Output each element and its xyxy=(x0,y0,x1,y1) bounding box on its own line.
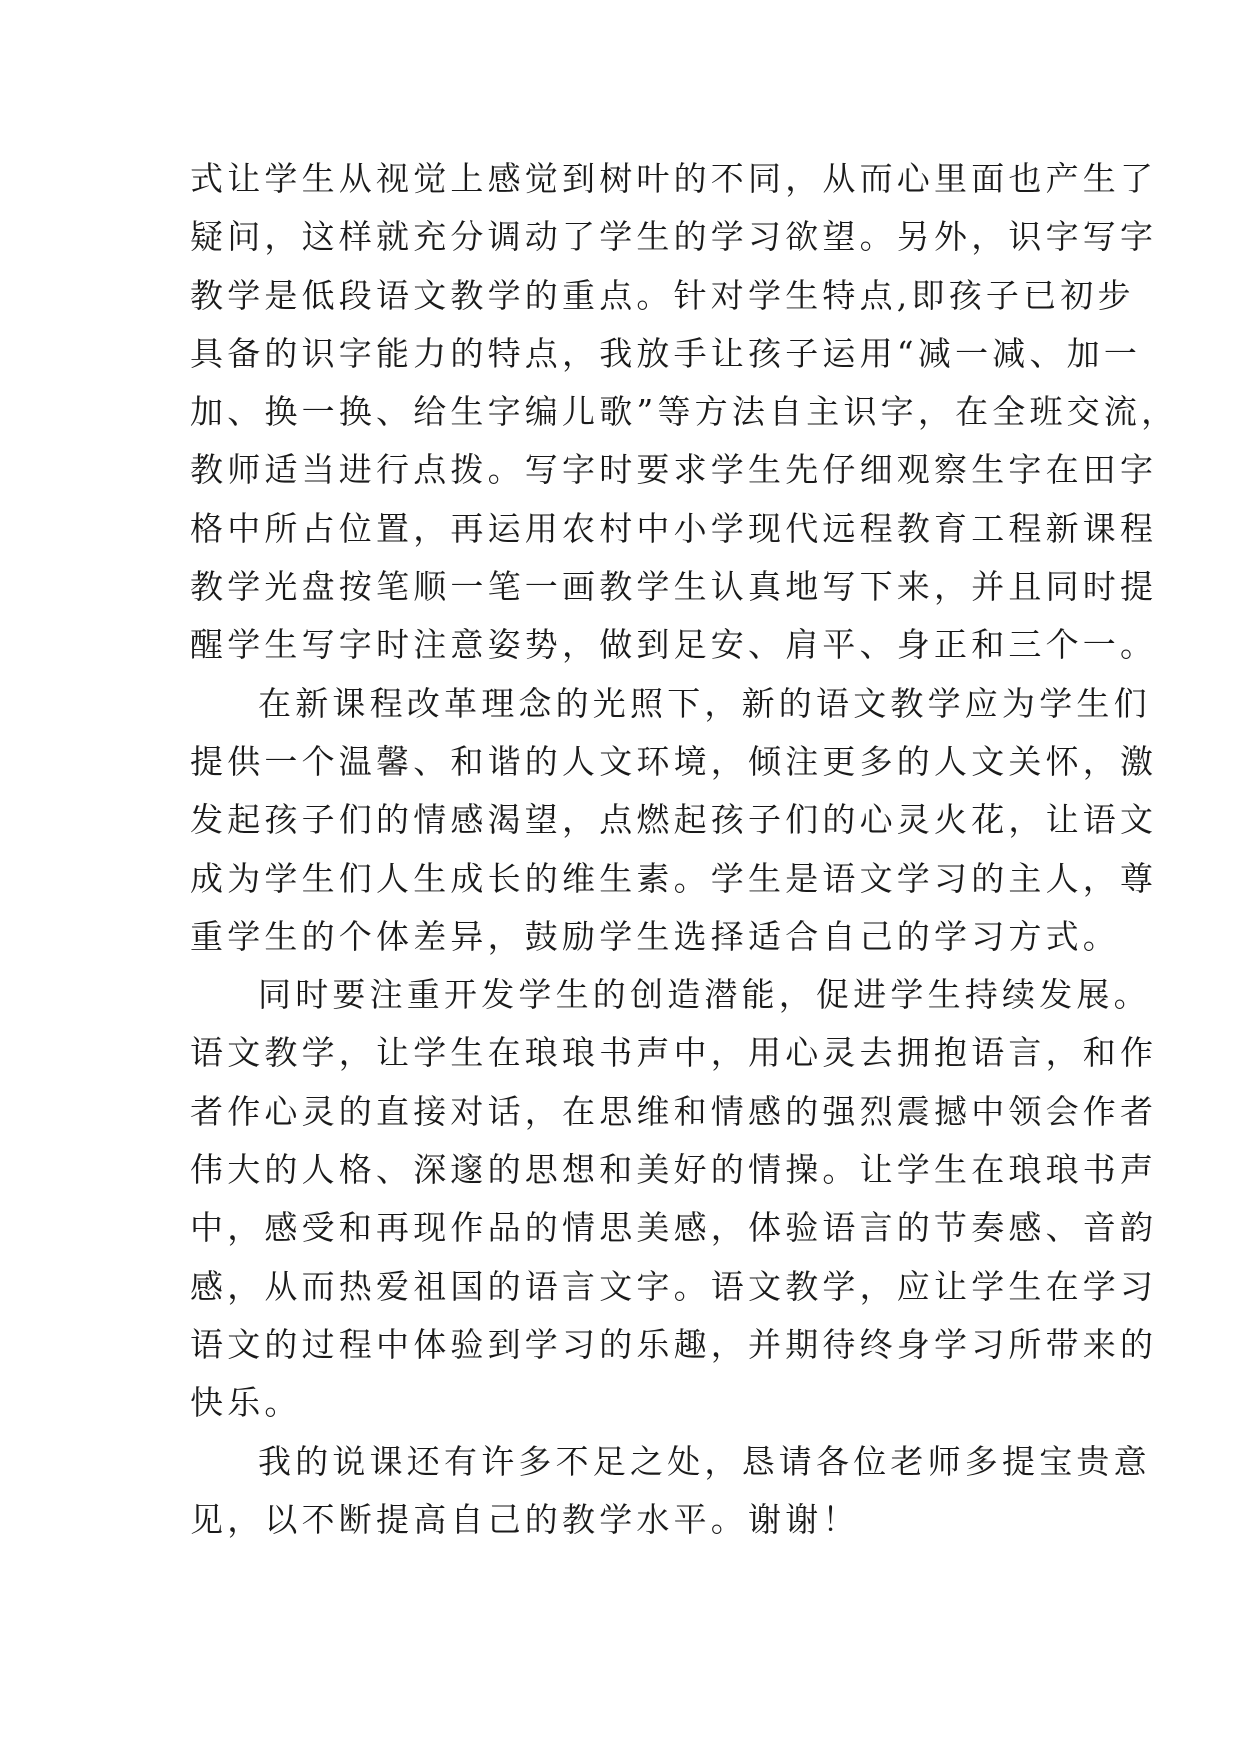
text-line: 语文的过程中体验到学习的乐趣，并期待终身学习所带来的 xyxy=(190,1324,1158,1364)
text-line: 教学光盘按笔顺一笔一画教学生认真地写下来，并且同时提 xyxy=(190,567,1158,607)
text-line: 成为学生们人生成长的维生素。学生是语文学习的主人，尊 xyxy=(190,858,1158,898)
text-line: 提供一个温馨、和谐的人文环境，倾注更多的人文关怀，激 xyxy=(190,741,1158,781)
text-line: 伟大的人格、深邃的思想和美好的情操。让学生在琅琅书声 xyxy=(190,1150,1158,1190)
text-line: 格中所占位置，再运用农村中小学现代远程教育工程新课程 xyxy=(190,508,1158,548)
document-body xyxy=(190,150,1179,1549)
paragraph-3 xyxy=(190,966,1158,1432)
text-line: 式让学生从视觉上感觉到树叶的不同，从而心里面也产生了 xyxy=(190,159,1158,198)
text-line: 我的说课还有许多不足之处，恳请各位老师多提宝贵意 xyxy=(258,1441,1151,1481)
text-line: 发起孩子们的情感渴望，点燃起孩子们的心灵火花，让语文 xyxy=(190,800,1158,840)
text-line: 中，感受和再现作品的情思美感，体验语言的节奏感、音韵 xyxy=(190,1208,1158,1248)
text-line: 在新课程改革理念的光照下，新的语文教学应为学生们 xyxy=(258,683,1151,723)
text-line: 教师适当进行点拨。写字时要求学生先仔细观察生字在田字 xyxy=(190,450,1158,490)
paragraph-4 xyxy=(190,1433,1151,1550)
text-line: 疑问，这样就充分调动了学生的学习欲望。另外，识字写字 xyxy=(190,217,1158,257)
text-line: 教学是低段语文教学的重点。针对学生特点,即孩子已初步 xyxy=(190,275,1135,315)
text-line: 具备的识字能力的特点，我放手让孩子运用“减一减、加一 xyxy=(190,333,1142,373)
text-line: 醒学生写字时注意姿势，做到足安、肩平、身正和三个一。 xyxy=(190,625,1158,665)
text-line: 感，从而热爱祖国的语言文字。语文教学，应让学生在学习 xyxy=(190,1266,1158,1306)
text-line: 见，以不断提高自己的教学水平。谢谢！ xyxy=(190,1499,860,1539)
text-line: 语文教学，让学生在琅琅书声中，用心灵去拥抱语言，和作 xyxy=(190,1033,1158,1073)
paragraph-1 xyxy=(190,150,1179,675)
text-line: 者作心灵的直接对话，在思维和情感的强烈震撼中领会作者 xyxy=(190,1091,1158,1131)
paragraph-2 xyxy=(190,675,1158,966)
text-line: 快乐。 xyxy=(190,1383,302,1423)
text-line: 加、换一换、给生字编儿歌”等方法自主识字，在全班交流， xyxy=(190,392,1179,432)
text-line: 重学生的个体差异，鼓励学生选择适合自己的学习方式。 xyxy=(190,916,1120,956)
text-line: 同时要注重开发学生的创造潜能，促进学生持续发展。 xyxy=(258,975,1151,1015)
